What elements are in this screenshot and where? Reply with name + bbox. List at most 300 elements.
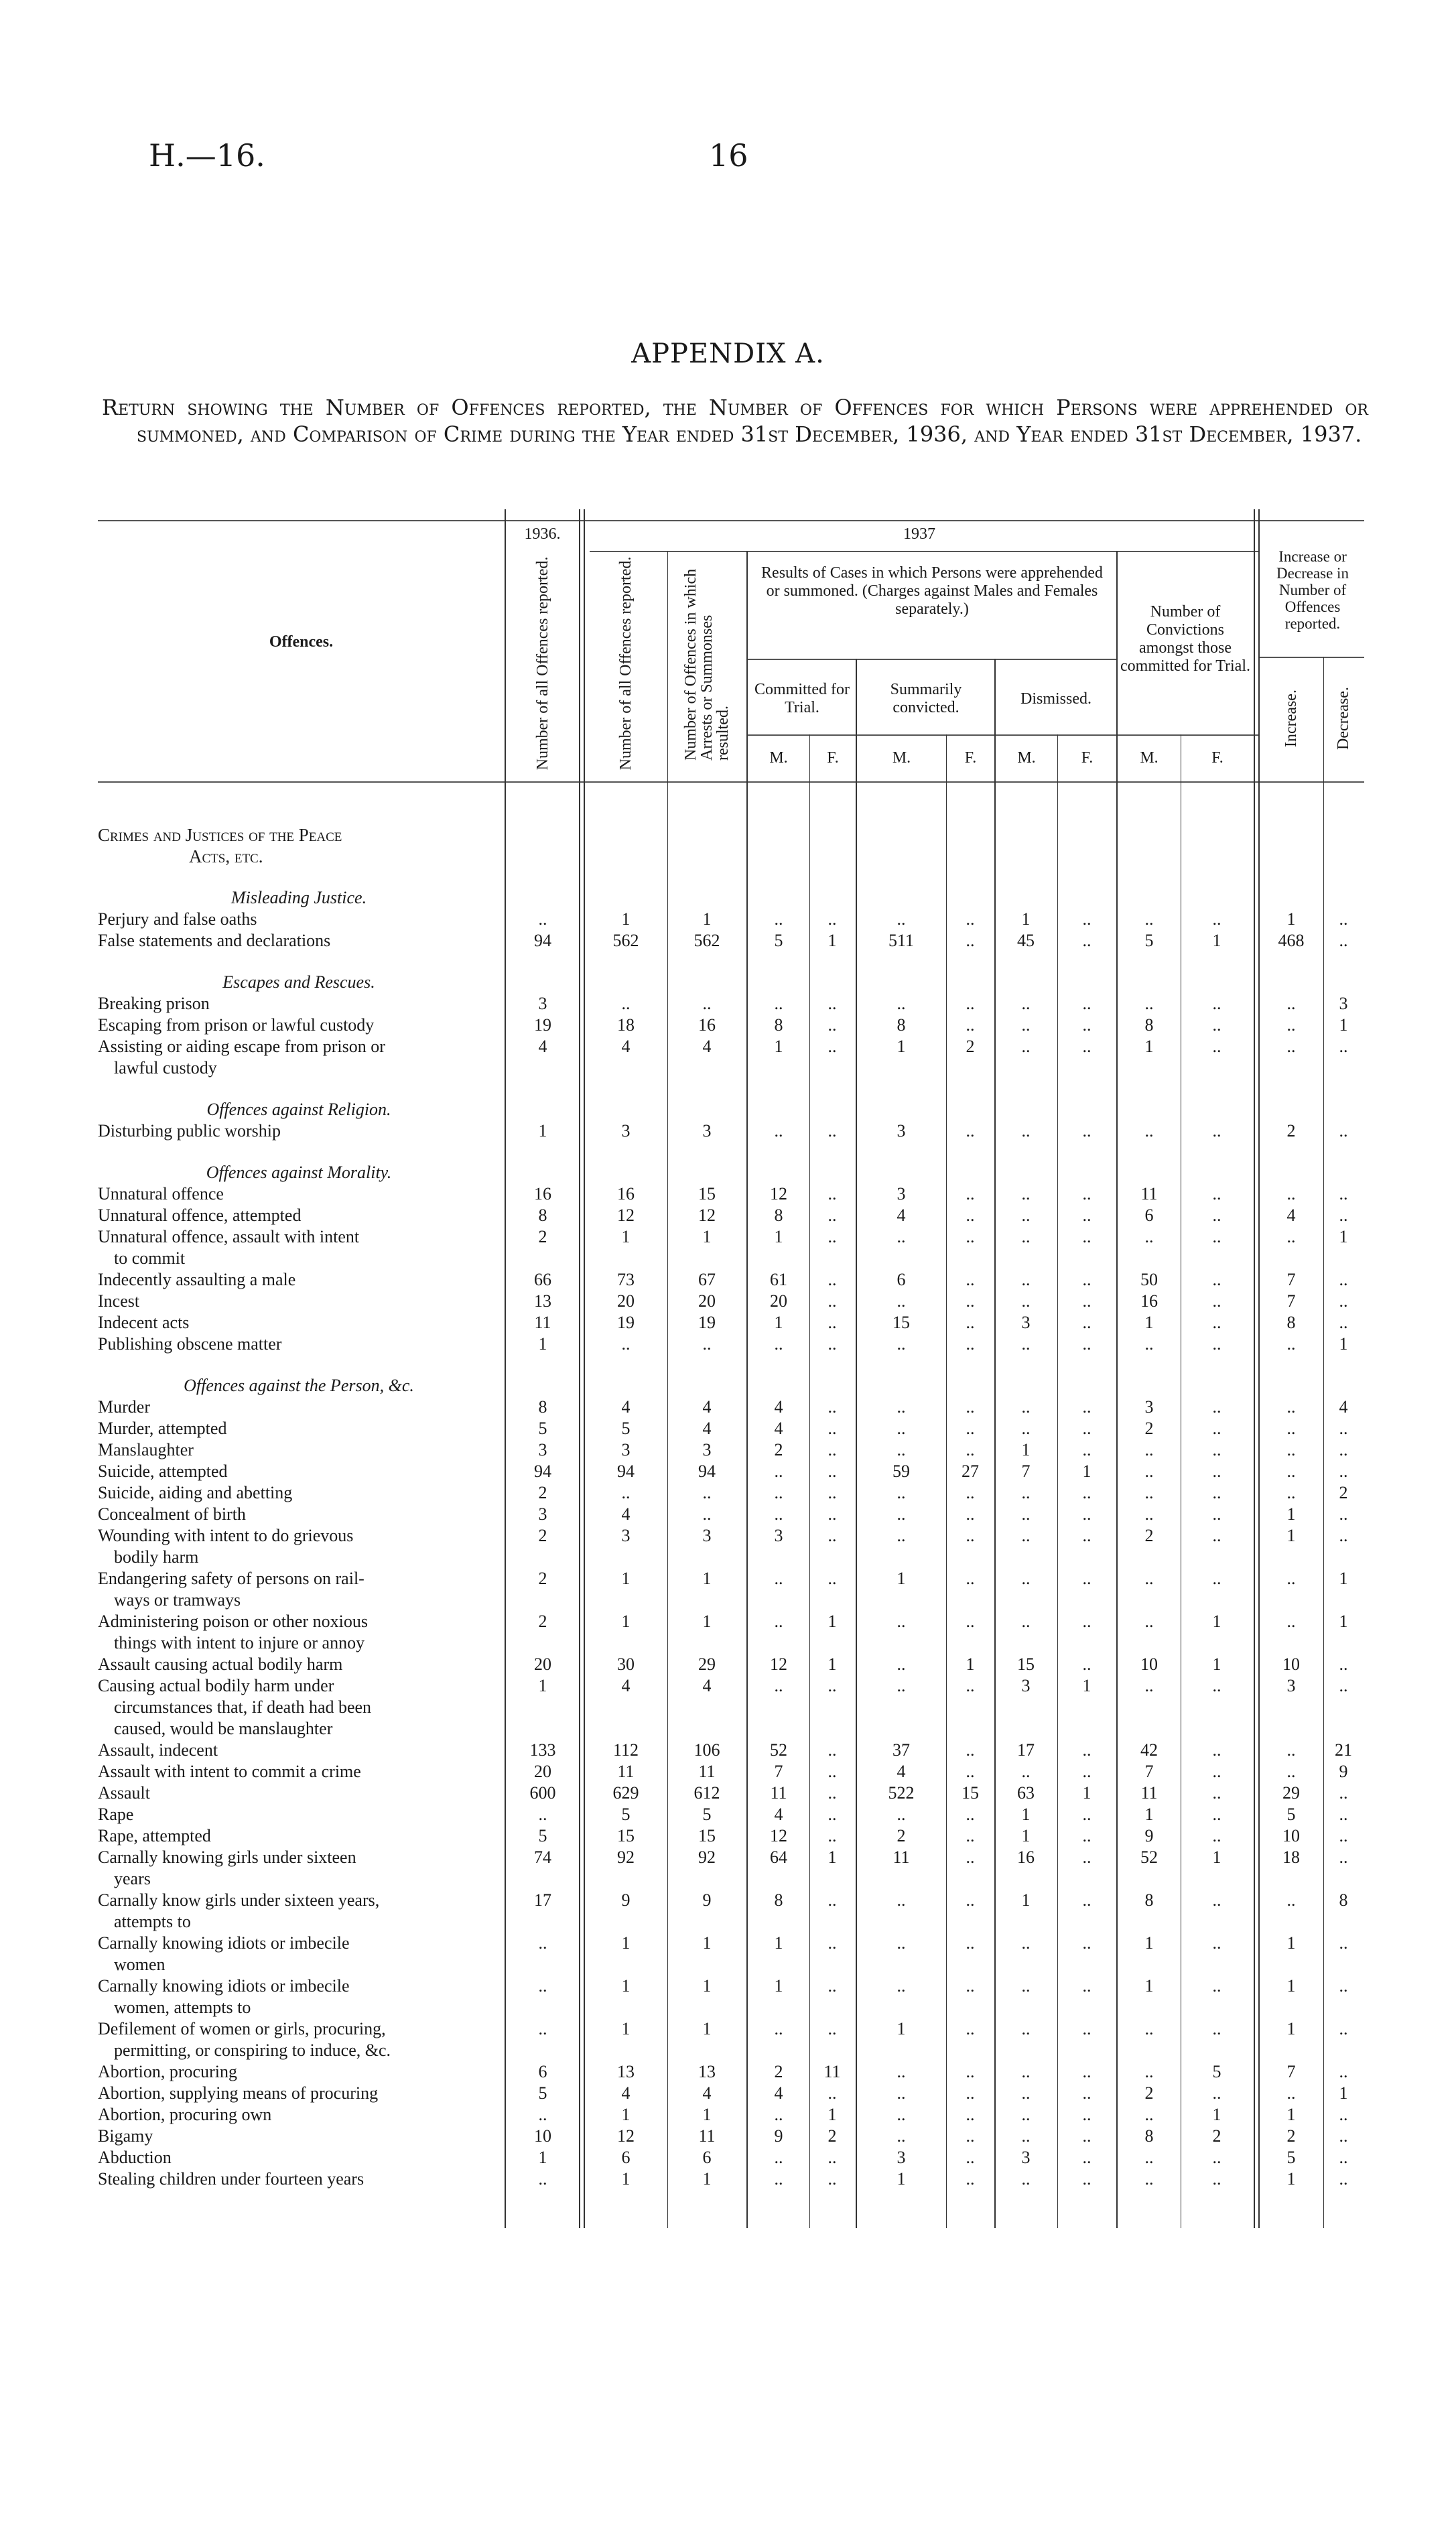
- cell-dismissed-f: 1: [1082, 1462, 1091, 1481]
- offence-label: Offences against Religion.: [206, 1100, 391, 1119]
- cell-dismissed-m: 1: [1021, 1440, 1031, 1459]
- offence-label: Acts, etc.: [189, 846, 263, 866]
- cell-dismissed-f: 1: [1082, 1783, 1091, 1803]
- cell-convictions-f: ..: [1212, 1462, 1221, 1481]
- offence-label: Perjury and false oaths: [98, 909, 257, 929]
- table-row: [0, 1740, 1456, 1761]
- table-row: [0, 1847, 1456, 1868]
- cell-arrests: 16: [698, 1015, 716, 1035]
- cell-convictions-f: ..: [1212, 1313, 1221, 1332]
- cell-committed-m: 1: [774, 1933, 783, 1953]
- cell-committed-m: 20: [770, 1291, 787, 1311]
- cell-convictions-m: 2: [1144, 1526, 1154, 1545]
- cell-committed-m: ..: [774, 2148, 783, 2167]
- cell-committed-m: ..: [774, 2169, 783, 2189]
- cell-committed-m: ..: [774, 1483, 783, 1502]
- table-row: [0, 1461, 1456, 1482]
- cell-committed-m: ..: [774, 994, 783, 1013]
- offence-label: women, attempts to: [114, 1998, 251, 2017]
- offence-label: Assault with intent to commit a crime: [98, 1762, 361, 1781]
- cell-dismissed-m: 1: [1021, 1890, 1031, 1910]
- cell-decrease: ..: [1339, 1933, 1348, 1953]
- cell-summarily-m: ..: [897, 1504, 906, 1524]
- cell-dismissed-m: 17: [1017, 1740, 1035, 1760]
- cell-reported-1936: 8: [538, 1397, 547, 1417]
- cell-reported-1937: ..: [621, 1334, 631, 1354]
- cell-arrests: ..: [702, 994, 712, 1013]
- cell-convictions-f: ..: [1212, 1440, 1221, 1459]
- cell-reported-1937: 4: [621, 1397, 631, 1417]
- cell-summarily-f: ..: [966, 1397, 975, 1417]
- cell-decrease: 9: [1339, 1762, 1348, 1781]
- cell-committed-m: 8: [774, 1890, 783, 1910]
- cell-committed-f: ..: [828, 1805, 837, 1824]
- table-row: [0, 1269, 1456, 1291]
- cell-summarily-m: 11: [892, 1847, 910, 1867]
- cell-decrease: ..: [1339, 1504, 1348, 1524]
- cell-increase: 1: [1286, 2019, 1296, 2038]
- offence-label: Carnally knowing girls under sixteen: [98, 1847, 356, 1867]
- cell-decrease: ..: [1339, 1783, 1348, 1803]
- offence-label: Assisting or aiding escape from prison or: [98, 1037, 385, 1056]
- table-row: [0, 1654, 1456, 1675]
- cell-committed-f: ..: [828, 1462, 837, 1481]
- cell-decrease: ..: [1339, 1654, 1348, 1674]
- cell-reported-1937: 13: [617, 2062, 635, 2081]
- table-row: [0, 1036, 1456, 1057]
- cell-summarily-m: 3: [897, 1184, 906, 1204]
- cell-committed-m: ..: [774, 2105, 783, 2124]
- cell-committed-m: 4: [774, 1397, 783, 1417]
- cell-committed-f: ..: [828, 1015, 837, 1035]
- cell-increase: 7: [1286, 1291, 1296, 1311]
- cell-decrease: ..: [1339, 2148, 1348, 2167]
- cell-reported-1936: ..: [538, 1976, 547, 1996]
- cell-summarily-f: ..: [966, 1270, 975, 1289]
- cell-dismissed-m: ..: [1021, 1037, 1031, 1056]
- cell-increase: ..: [1286, 1569, 1296, 1588]
- offence-label: Defilement of women or girls, procuring,: [98, 2019, 386, 2038]
- cell-arrests: 3: [702, 1440, 712, 1459]
- cell-summarily-m: ..: [897, 1419, 906, 1438]
- cell-convictions-f: ..: [1212, 1291, 1221, 1311]
- cell-summarily-m: ..: [897, 2083, 906, 2103]
- cell-decrease: ..: [1339, 1526, 1348, 1545]
- cell-arrests: 1: [702, 2169, 712, 2189]
- change-rule: [1260, 657, 1364, 658]
- cell-reported-1936: 5: [538, 2083, 547, 2103]
- cell-increase: 1: [1286, 1933, 1296, 1953]
- cell-convictions-m: 2: [1144, 1419, 1154, 1438]
- cell-reported-1936: 11: [534, 1313, 551, 1332]
- cell-arrests: 1: [702, 2105, 712, 2124]
- cell-dismissed-f: ..: [1082, 1740, 1091, 1760]
- cell-reported-1936: 74: [534, 1847, 551, 1867]
- table-row: [0, 1183, 1456, 1205]
- cell-dismissed-m: 1: [1021, 909, 1031, 929]
- cell-dismissed-m: 3: [1021, 2148, 1031, 2167]
- cell-dismissed-f: ..: [1082, 1184, 1091, 1204]
- committed-m: M.: [769, 749, 788, 767]
- cell-committed-f: ..: [828, 1121, 837, 1141]
- cell-decrease: ..: [1339, 1121, 1348, 1141]
- cell-summarily-f: ..: [966, 994, 975, 1013]
- cell-committed-m: 12: [770, 1654, 787, 1674]
- cell-dismissed-m: ..: [1021, 1933, 1031, 1953]
- cell-arrests: 1: [702, 1612, 712, 1631]
- cell-committed-f: ..: [828, 1526, 837, 1545]
- cell-convictions-f: 1: [1212, 931, 1221, 950]
- cell-dismissed-m: ..: [1021, 1483, 1031, 1502]
- cell-committed-f: ..: [828, 909, 837, 929]
- cell-convictions-f: ..: [1212, 1740, 1221, 1760]
- cell-dismissed-f: ..: [1082, 2169, 1091, 2189]
- cell-dismissed-f: ..: [1082, 1654, 1091, 1674]
- table-row: [0, 1397, 1456, 1418]
- cell-increase: 1: [1286, 1526, 1296, 1545]
- cell-dismissed-f: ..: [1082, 1291, 1091, 1311]
- cell-committed-f: ..: [828, 1740, 837, 1760]
- cell-committed-m: 7: [774, 1762, 783, 1781]
- cell-reported-1936: 17: [534, 1890, 551, 1910]
- cell-committed-f: 1: [828, 1612, 837, 1631]
- cell-convictions-m: ..: [1144, 2148, 1154, 2167]
- cell-committed-f: ..: [828, 994, 837, 1013]
- row-section: [0, 824, 1456, 846]
- cell-dismissed-m: ..: [1021, 994, 1031, 1013]
- cell-dismissed-f: ..: [1082, 1015, 1091, 1035]
- cell-committed-m: 64: [770, 1847, 787, 1867]
- cell-committed-m: ..: [774, 1504, 783, 1524]
- row-cont: [0, 1697, 1456, 1718]
- dismissed-m: M.: [1017, 749, 1036, 767]
- cell-convictions-f: ..: [1212, 1783, 1221, 1803]
- cell-decrease: ..: [1339, 1976, 1348, 1996]
- cell-dismissed-f: ..: [1082, 1762, 1091, 1781]
- cell-summarily-m: ..: [897, 1976, 906, 1996]
- cell-decrease: 21: [1335, 1740, 1352, 1760]
- cell-dismissed-m: ..: [1021, 1762, 1031, 1781]
- cell-increase: 1: [1286, 2105, 1296, 2124]
- cell-committed-f: ..: [828, 2019, 837, 2038]
- cell-increase: ..: [1286, 1483, 1296, 1502]
- cell-convictions-m: ..: [1144, 1462, 1154, 1481]
- cell-reported-1937: 3: [621, 1121, 631, 1141]
- cell-summarily-f: ..: [966, 2105, 975, 2124]
- table-row: [0, 1825, 1456, 1847]
- cell-convictions-m: ..: [1144, 1676, 1154, 1695]
- cell-decrease: ..: [1339, 2062, 1348, 2081]
- cell-reported-1936: 1: [538, 1121, 547, 1141]
- offence-label: Wounding with intent to do grievous: [98, 1526, 354, 1545]
- results-header: Results of Cases in which Persons were apprehended or summoned. (Charges against Males and Females separately.): [761, 564, 1103, 618]
- cell-dismissed-f: ..: [1082, 1612, 1091, 1631]
- offence-label: Carnally knowing idiots or imbecile: [98, 1976, 350, 1996]
- cell-summarily-f: ..: [966, 1847, 975, 1867]
- cell-convictions-m: ..: [1144, 1612, 1154, 1631]
- table-row: [0, 2018, 1456, 2040]
- cell-committed-m: 3: [774, 1526, 783, 1545]
- offence-label: Crimes and Justices of the Peace: [98, 825, 342, 845]
- offence-label: Indecently assaulting a male: [98, 1270, 296, 1289]
- cell-dismissed-m: ..: [1021, 1612, 1031, 1631]
- row-cont: [0, 1589, 1456, 1611]
- cell-summarily-m: ..: [897, 2126, 906, 2146]
- cell-summarily-f: ..: [966, 2019, 975, 2038]
- page-number: 16: [709, 137, 748, 174]
- cell-convictions-m: 2: [1144, 2083, 1154, 2103]
- table-row: [0, 2126, 1456, 2147]
- cell-committed-m: ..: [774, 1462, 783, 1481]
- cell-convictions-m: ..: [1144, 1483, 1154, 1502]
- cell-reported-1937: 6: [621, 2148, 631, 2167]
- cell-increase: 2: [1286, 1121, 1296, 1141]
- cell-summarily-f: 2: [966, 1037, 975, 1056]
- row-cont: [0, 1248, 1456, 1269]
- cell-committed-f: ..: [828, 1291, 837, 1311]
- cell-convictions-m: ..: [1144, 2169, 1154, 2189]
- table-row: [0, 1933, 1456, 1954]
- cell-convictions-f: ..: [1212, 1805, 1221, 1824]
- offence-label: lawful custody: [114, 1058, 217, 1078]
- table-row: [0, 1611, 1456, 1632]
- cell-committed-m: ..: [774, 1569, 783, 1588]
- cell-increase: 3: [1286, 1676, 1296, 1695]
- cell-convictions-f: ..: [1212, 1397, 1221, 1417]
- cell-decrease: 8: [1339, 1890, 1348, 1910]
- cell-committed-m: 9: [774, 2126, 783, 2146]
- cell-reported-1936: ..: [538, 1933, 547, 1953]
- row-cont: [0, 1868, 1456, 1890]
- cell-reported-1936: 6: [538, 2062, 547, 2081]
- cell-summarily-m: ..: [897, 994, 906, 1013]
- cell-dismissed-f: ..: [1082, 2019, 1091, 2038]
- cell-summarily-f: ..: [966, 1291, 975, 1311]
- cell-dismissed-f: ..: [1082, 2062, 1091, 2081]
- cell-convictions-f: ..: [1212, 994, 1221, 1013]
- cell-committed-m: 8: [774, 1015, 783, 1035]
- cell-summarily-m: 3: [897, 2148, 906, 2167]
- cell-convictions-f: ..: [1212, 2148, 1221, 2167]
- row-cont: [0, 1718, 1456, 1740]
- table-top-rule: [98, 520, 1364, 521]
- offence-label: Misleading Justice.: [230, 888, 367, 907]
- cell-reported-1937: 11: [617, 1762, 635, 1781]
- cell-dismissed-f: ..: [1082, 1419, 1091, 1438]
- cell-committed-f: ..: [828, 1976, 837, 1996]
- cell-arrests: 1: [702, 2019, 712, 2038]
- cell-summarily-f: ..: [966, 1184, 975, 1204]
- cell-dismissed-f: ..: [1082, 1270, 1091, 1289]
- cell-summarily-m: 6: [897, 1270, 906, 1289]
- cell-convictions-f: 1: [1212, 1847, 1221, 1867]
- cell-reported-1936: 2: [538, 1526, 547, 1545]
- cell-decrease: ..: [1339, 1270, 1348, 1289]
- cell-summarily-f: ..: [966, 1015, 975, 1035]
- table-row: [0, 1312, 1456, 1334]
- cell-summarily-m: ..: [897, 1291, 906, 1311]
- offence-label: Endangering safety of persons on rail-: [98, 1569, 365, 1588]
- offence-label: Rape, attempted: [98, 1826, 211, 1845]
- cell-committed-f: ..: [828, 2169, 837, 2189]
- cell-arrests: 4: [702, 1397, 712, 1417]
- cell-dismissed-f: ..: [1082, 2083, 1091, 2103]
- table-row: [0, 2147, 1456, 2168]
- cell-summarily-m: ..: [897, 1397, 906, 1417]
- cell-dismissed-m: 45: [1017, 931, 1035, 950]
- cell-committed-f: ..: [828, 1504, 837, 1524]
- cell-convictions-m: 11: [1140, 1783, 1158, 1803]
- row-cont: [0, 1057, 1456, 1079]
- cell-decrease: 3: [1339, 994, 1348, 1013]
- cell-summarily-m: ..: [897, 1334, 906, 1354]
- cell-summarily-f: ..: [966, 2062, 975, 2081]
- cell-dismissed-m: 1: [1021, 1805, 1031, 1824]
- cell-committed-m: 8: [774, 1206, 783, 1225]
- committed-f: F.: [827, 749, 839, 767]
- cell-dismissed-f: ..: [1082, 1526, 1091, 1545]
- cell-committed-m: 4: [774, 2083, 783, 2103]
- header-bottom-rule: [98, 781, 1364, 783]
- cell-dismissed-m: ..: [1021, 2062, 1031, 2081]
- cell-reported-1936: 13: [534, 1291, 551, 1311]
- cell-summarily-f: ..: [966, 1976, 975, 1996]
- cell-arrests: 106: [693, 1740, 720, 1760]
- cell-reported-1936: 16: [534, 1184, 551, 1204]
- cell-convictions-f: 5: [1212, 2062, 1221, 2081]
- cell-committed-m: 12: [770, 1826, 787, 1845]
- cell-convictions-f: ..: [1212, 1933, 1221, 1953]
- cell-summarily-f: ..: [966, 1805, 975, 1824]
- cell-increase: 7: [1286, 1270, 1296, 1289]
- cell-reported-1936: 66: [534, 1270, 551, 1289]
- row-sub: [0, 1099, 1456, 1120]
- cell-dismissed-f: ..: [1082, 1483, 1091, 1502]
- cell-dismissed-m: 3: [1021, 1676, 1031, 1695]
- offence-label: Stealing children under fourteen years: [98, 2169, 365, 2189]
- table-row: [0, 1015, 1456, 1036]
- cell-decrease: 1: [1339, 1015, 1348, 1035]
- cell-reported-1937: 4: [621, 1504, 631, 1524]
- offence-label: Bigamy: [98, 2126, 153, 2146]
- table-row: [0, 1291, 1456, 1312]
- cell-dismissed-f: ..: [1082, 1397, 1091, 1417]
- cell-reported-1936: 94: [534, 931, 551, 950]
- table-row: [0, 1120, 1456, 1142]
- cell-arrests: 5: [702, 1805, 712, 1824]
- offence-label: women: [114, 1955, 166, 1974]
- cell-reported-1936: 94: [534, 1462, 551, 1481]
- cell-increase: 1: [1286, 909, 1296, 929]
- cell-convictions-f: ..: [1212, 2169, 1221, 2189]
- cell-decrease: ..: [1339, 1440, 1348, 1459]
- cell-committed-f: ..: [828, 1184, 837, 1204]
- cell-convictions-m: ..: [1144, 2062, 1154, 2081]
- cell-summarily-f: 1: [966, 1654, 975, 1674]
- cell-arrests: 1: [702, 1227, 712, 1246]
- offence-label: Rape: [98, 1805, 134, 1824]
- table-row: [0, 2083, 1456, 2104]
- cell-dismissed-m: ..: [1021, 2019, 1031, 2038]
- offence-label: circumstances that, if death had been: [114, 1697, 372, 1717]
- cell-dismissed-f: 1: [1082, 1676, 1091, 1695]
- cell-committed-f: ..: [828, 1227, 837, 1246]
- table-row: [0, 1890, 1456, 1911]
- cell-increase: 29: [1282, 1783, 1300, 1803]
- cell-summarily-m: ..: [897, 1890, 906, 1910]
- cell-increase: ..: [1286, 1015, 1296, 1035]
- cell-convictions-f: ..: [1212, 1419, 1221, 1438]
- cell-increase: ..: [1286, 1440, 1296, 1459]
- cell-increase: 4: [1286, 1206, 1296, 1225]
- cell-committed-f: ..: [828, 1397, 837, 1417]
- cell-decrease: ..: [1339, 1676, 1348, 1695]
- cell-decrease: 1: [1339, 2083, 1348, 2103]
- cell-summarily-m: ..: [897, 1440, 906, 1459]
- cell-arrests: 1: [702, 1933, 712, 1953]
- cell-convictions-f: ..: [1212, 1976, 1221, 1996]
- cell-convictions-f: ..: [1212, 909, 1221, 929]
- arrests-header: Number of Offences in which Arrests or Summonses resulted.: [682, 568, 732, 761]
- cell-dismissed-f: ..: [1082, 1805, 1091, 1824]
- cell-decrease: ..: [1339, 1206, 1348, 1225]
- cell-convictions-f: 1: [1212, 2105, 1221, 2124]
- cell-committed-m: 1: [774, 1313, 783, 1332]
- cell-convictions-f: ..: [1212, 1206, 1221, 1225]
- cell-summarily-m: 8: [897, 1015, 906, 1035]
- table-row: [0, 1226, 1456, 1248]
- cell-arrests: 4: [702, 1037, 712, 1056]
- cell-decrease: ..: [1339, 2019, 1348, 2038]
- cell-reported-1936: 20: [534, 1654, 551, 1674]
- cell-convictions-f: ..: [1212, 1826, 1221, 1845]
- cell-decrease: ..: [1339, 1184, 1348, 1204]
- table-row: [0, 1504, 1456, 1525]
- cell-reported-1937: 1: [621, 909, 631, 929]
- cell-reported-1936: 5: [538, 1826, 547, 1845]
- cell-reported-1937: 1: [621, 1227, 631, 1246]
- cell-convictions-m: 16: [1140, 1291, 1158, 1311]
- cell-dismissed-f: ..: [1082, 1504, 1091, 1524]
- cell-reported-1937: ..: [621, 1483, 631, 1502]
- cell-reported-1937: ..: [621, 994, 631, 1013]
- cell-decrease: ..: [1339, 1805, 1348, 1824]
- cell-dismissed-m: 16: [1017, 1847, 1035, 1867]
- cell-increase: ..: [1286, 2083, 1296, 2103]
- cell-committed-m: 4: [774, 1419, 783, 1438]
- cell-reported-1937: 9: [621, 1890, 631, 1910]
- cell-reported-1936: 8: [538, 1206, 547, 1225]
- cell-reported-1936: 4: [538, 1037, 547, 1056]
- cell-dismissed-f: ..: [1082, 1121, 1091, 1141]
- cell-reported-1937: 1: [621, 1933, 631, 1953]
- cell-increase: ..: [1286, 1762, 1296, 1781]
- row-cont: [0, 1632, 1456, 1654]
- cell-committed-f: ..: [828, 2148, 837, 2167]
- cell-arrests: 11: [698, 1762, 716, 1781]
- cell-convictions-m: 8: [1144, 1890, 1154, 1910]
- cell-reported-1936: 1: [538, 2148, 547, 2167]
- cell-summarily-m: ..: [897, 1654, 906, 1674]
- cell-convictions-m: 8: [1144, 1015, 1154, 1035]
- cell-decrease: ..: [1339, 1419, 1348, 1438]
- row-sub: [0, 1375, 1456, 1397]
- cell-reported-1937: 4: [621, 1037, 631, 1056]
- cell-summarily-f: ..: [966, 1612, 975, 1631]
- cell-dismissed-m: ..: [1021, 1976, 1031, 1996]
- cell-convictions-m: 9: [1144, 1826, 1154, 1845]
- row-sub: [0, 972, 1456, 993]
